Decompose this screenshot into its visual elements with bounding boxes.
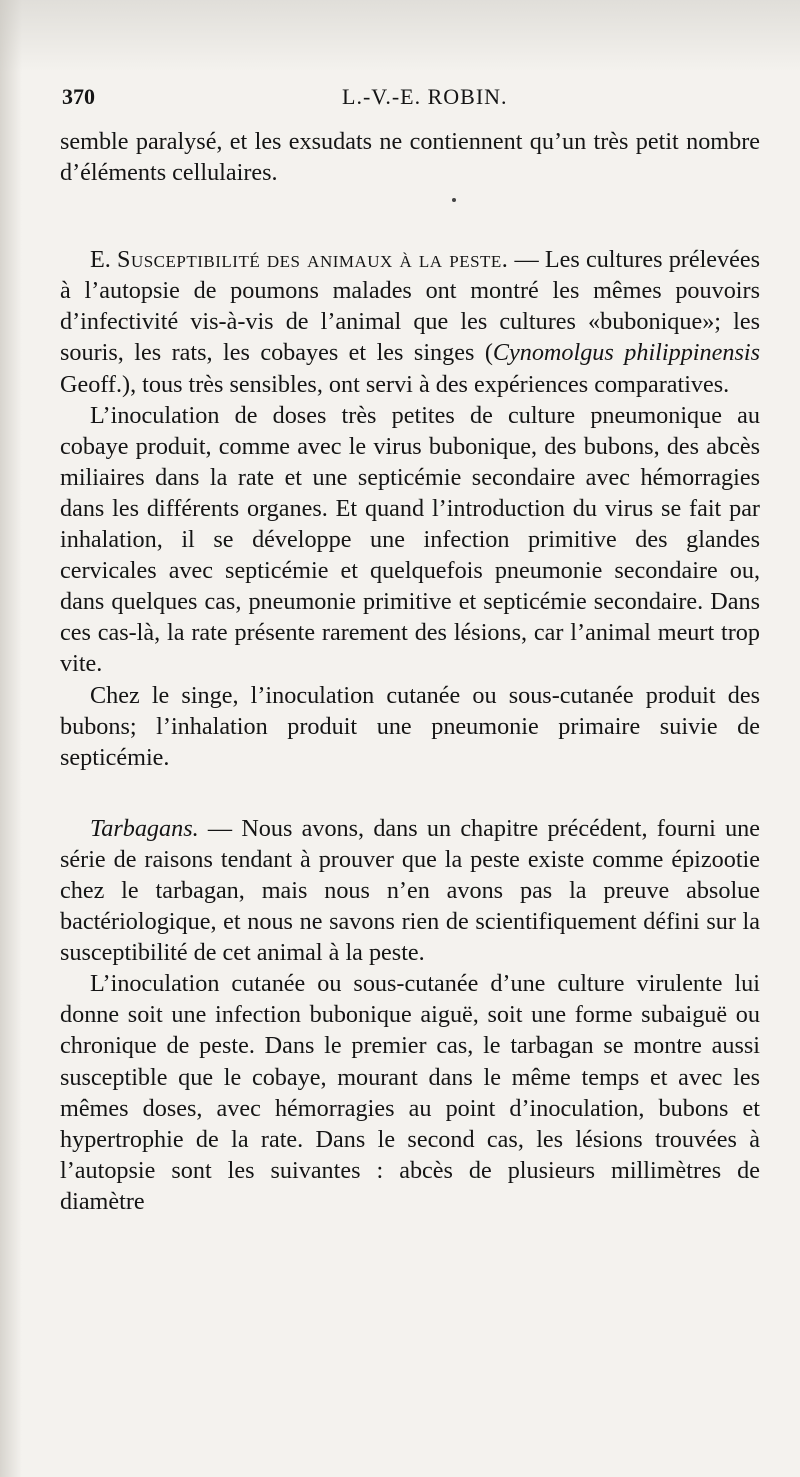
page-top-shadow <box>0 0 800 72</box>
monkey-paragraph: Chez le singe, l’inoculation cutanée ou sous-cutanée produit des bubons; l’inhalation produit une pneumonie primaire suivie de septicémie. <box>60 681 760 771</box>
section-e-label: E. <box>90 246 111 274</box>
page-edge-shadow <box>0 0 22 1477</box>
inoculation-paragraph: L’inoculation de doses très petites de culture pneumonique au cobaye produit, comme avec le virus bubonique, des bubons, des abcès miliaires dans la rate et une septicémie secondaire avec hémorragies dans les différents organes. Et quand l’introduction du virus se fait par inhalation, il se développe une infection primitive des glandes cervicales avec septicémie et quelquefois pneumonie secondaire ou, dans quelques cas, pneumonie primitive et septicémie secondaire. Dans ces cas-là, la rate présente rarement des lésions, car l’animal meurt trop vite. <box>60 401 760 678</box>
species-name: Cynomolgus philippinensis <box>492 339 760 367</box>
tarbagan-inoculation-paragraph: L’inoculation cutanée ou sous-cutanée d’une culture virulente lui donne soit une infection bubonique aiguë, soit une forme subaiguë ou chronique de peste. Dans le premier cas, le tarbagan se montre aussi susceptible que le cobaye, mourant dans le même temps et avec les mêmes doses, avec hémorragies au point d’inoculation, bubons et hypertrophie de la rate. Dans le second cas, les lésions trouvées à l’autopsie sont les suivantes : abcès de plusieurs millimètres de diamètre <box>60 970 760 1215</box>
section-e-paragraph <box>60 244 760 399</box>
section-e-title: Susceptibilité des animaux à la peste. <box>117 246 509 274</box>
tarbagans-text: Nous avons, dans un chapitre précédent, fourni une série de raisons tendant à prouver que la peste existe comme épizootie chez le tarbagan, mais nous n’en avons pas la preuve absolue bactériologique, et nous ne savons rien de scientifiquement défini sur la susceptibilité de cet animal à la peste. <box>60 814 760 967</box>
page-number: 370 <box>62 84 95 109</box>
tarbagans-paragraph <box>60 813 760 968</box>
section-e-dash: — <box>508 246 545 274</box>
continuation-paragraph: semble paralysé, et les exsudats ne contiennent qu’un très petit nombre d’éléments cellulaires. <box>60 128 760 187</box>
section-e-text-1: Les cultures prélevées à l’autopsie de poumons malades ont montré les mêmes pouvoirs d’infectivité vis-à-vis de l’animal que les cultures «bubonique»; les souris, les rats, les cobayes et les singes ( <box>60 246 761 367</box>
page-header <box>62 84 752 116</box>
running-head: L.-V.-E. ROBIN. <box>342 84 508 109</box>
tarbagans-dash: — <box>198 814 242 842</box>
tarbagans-title: Tarbagans. <box>90 814 199 842</box>
section-spacer <box>60 773 760 813</box>
page-body <box>60 126 760 1217</box>
section-spacer <box>60 188 760 244</box>
section-e-text-2: Geoff.), tous très sensibles, ont servi à des expériences comparatives. <box>60 370 730 398</box>
